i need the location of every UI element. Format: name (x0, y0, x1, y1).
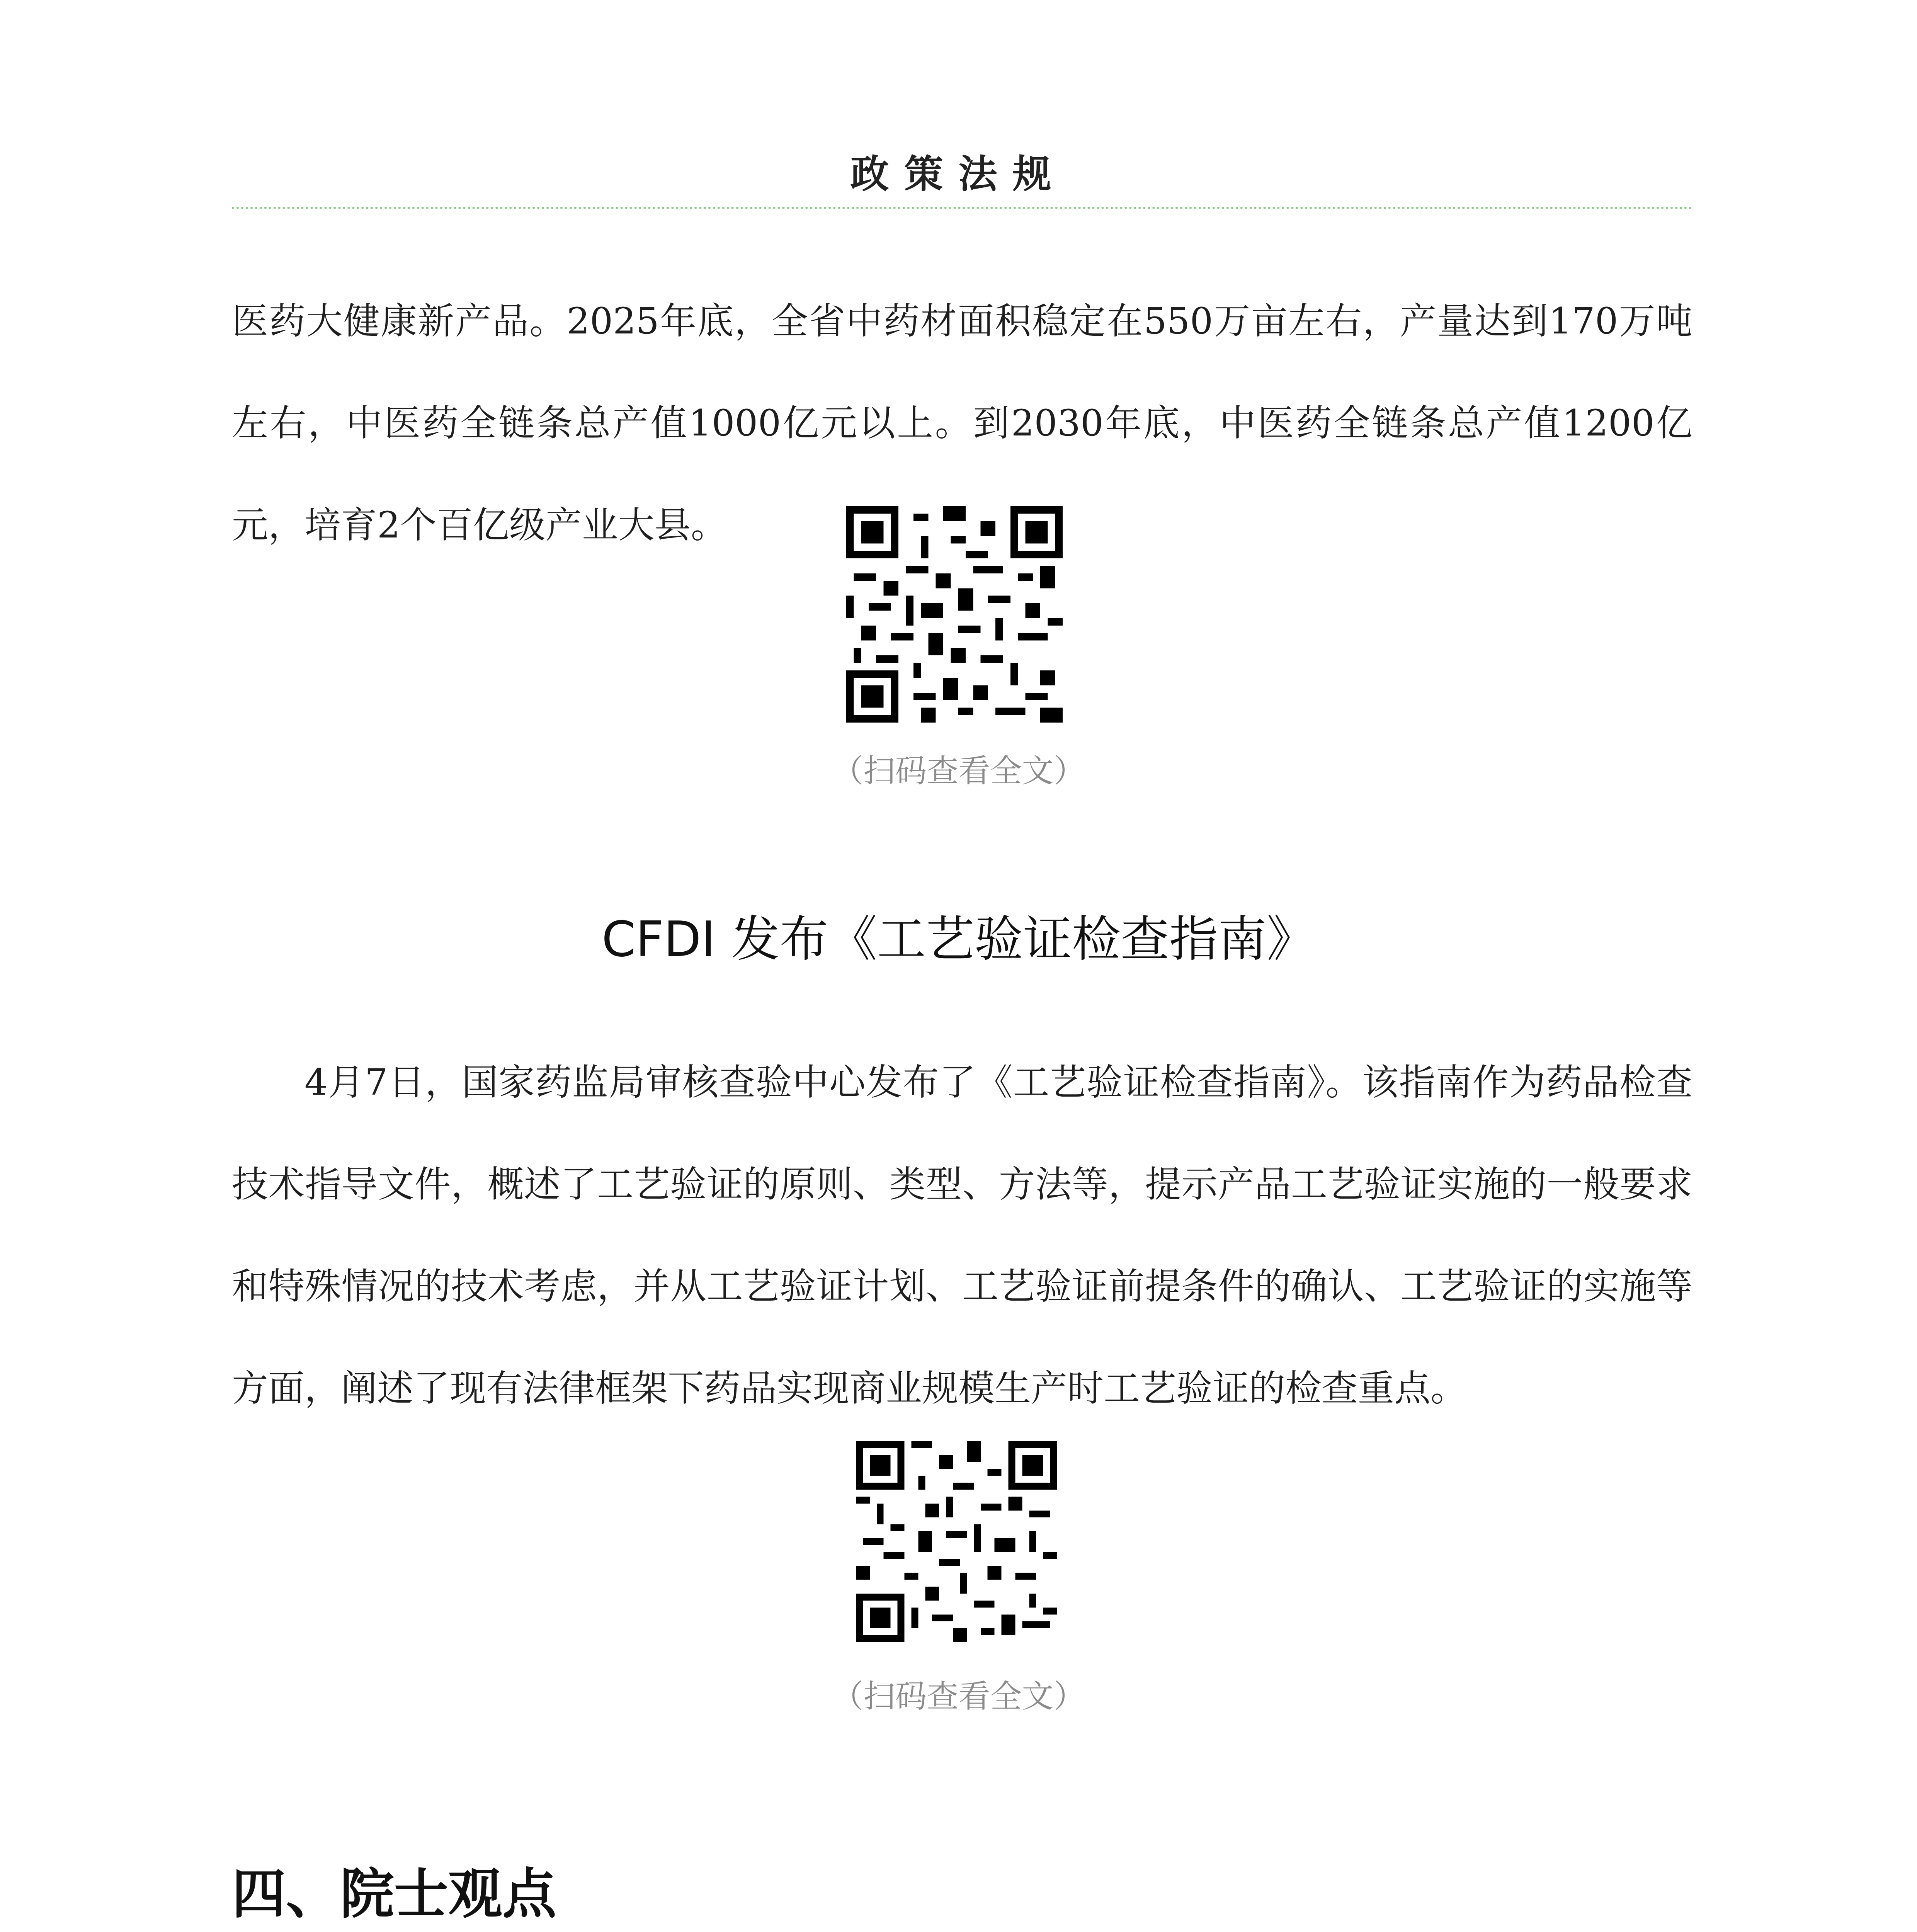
article-title: CFDI 发布《工艺验证检查指南》 (602, 911, 1315, 968)
page-header-title: 政策法规 (850, 151, 1067, 197)
qr-code-icon (856, 1441, 1057, 1642)
qr-code-1[interactable] (846, 506, 1063, 723)
qr-caption-2: （扫码查看全文） (832, 1678, 1085, 1715)
article-body-paragraph: 4月7日，国家药监局审核查验中心发布了《工艺验证检查指南》。该指南作为药品检查技术指导文件，概述了工艺验证的原则、类型、方法等，提示产品工艺验证实施的一般要求和特殊情况的技术考虑，并从工艺验证计划、工艺验证前提条件的确认、工艺验证的实施等方面，阐述了现有法律框架下药品实现商业规模生产时工艺验证的检查重点。 (232, 1061, 1692, 1410)
qr-code-2[interactable] (856, 1441, 1057, 1642)
section-heading: 四、院士观点 (232, 1863, 557, 1926)
qr-caption-1: （扫码查看全文） (832, 753, 1085, 789)
header-divider (232, 207, 1692, 209)
continuation-paragraph: 医药大健康新产品。2025年底，全省中药材面积稳定在550万亩左右，产量达到170万吨左右，中医药全链条总产值1000亿元以上。到2030年底，中医药全链条总产值1200亿元，培育2个百亿级产业大县。 (232, 300, 1692, 546)
qr-code-icon (846, 506, 1063, 723)
